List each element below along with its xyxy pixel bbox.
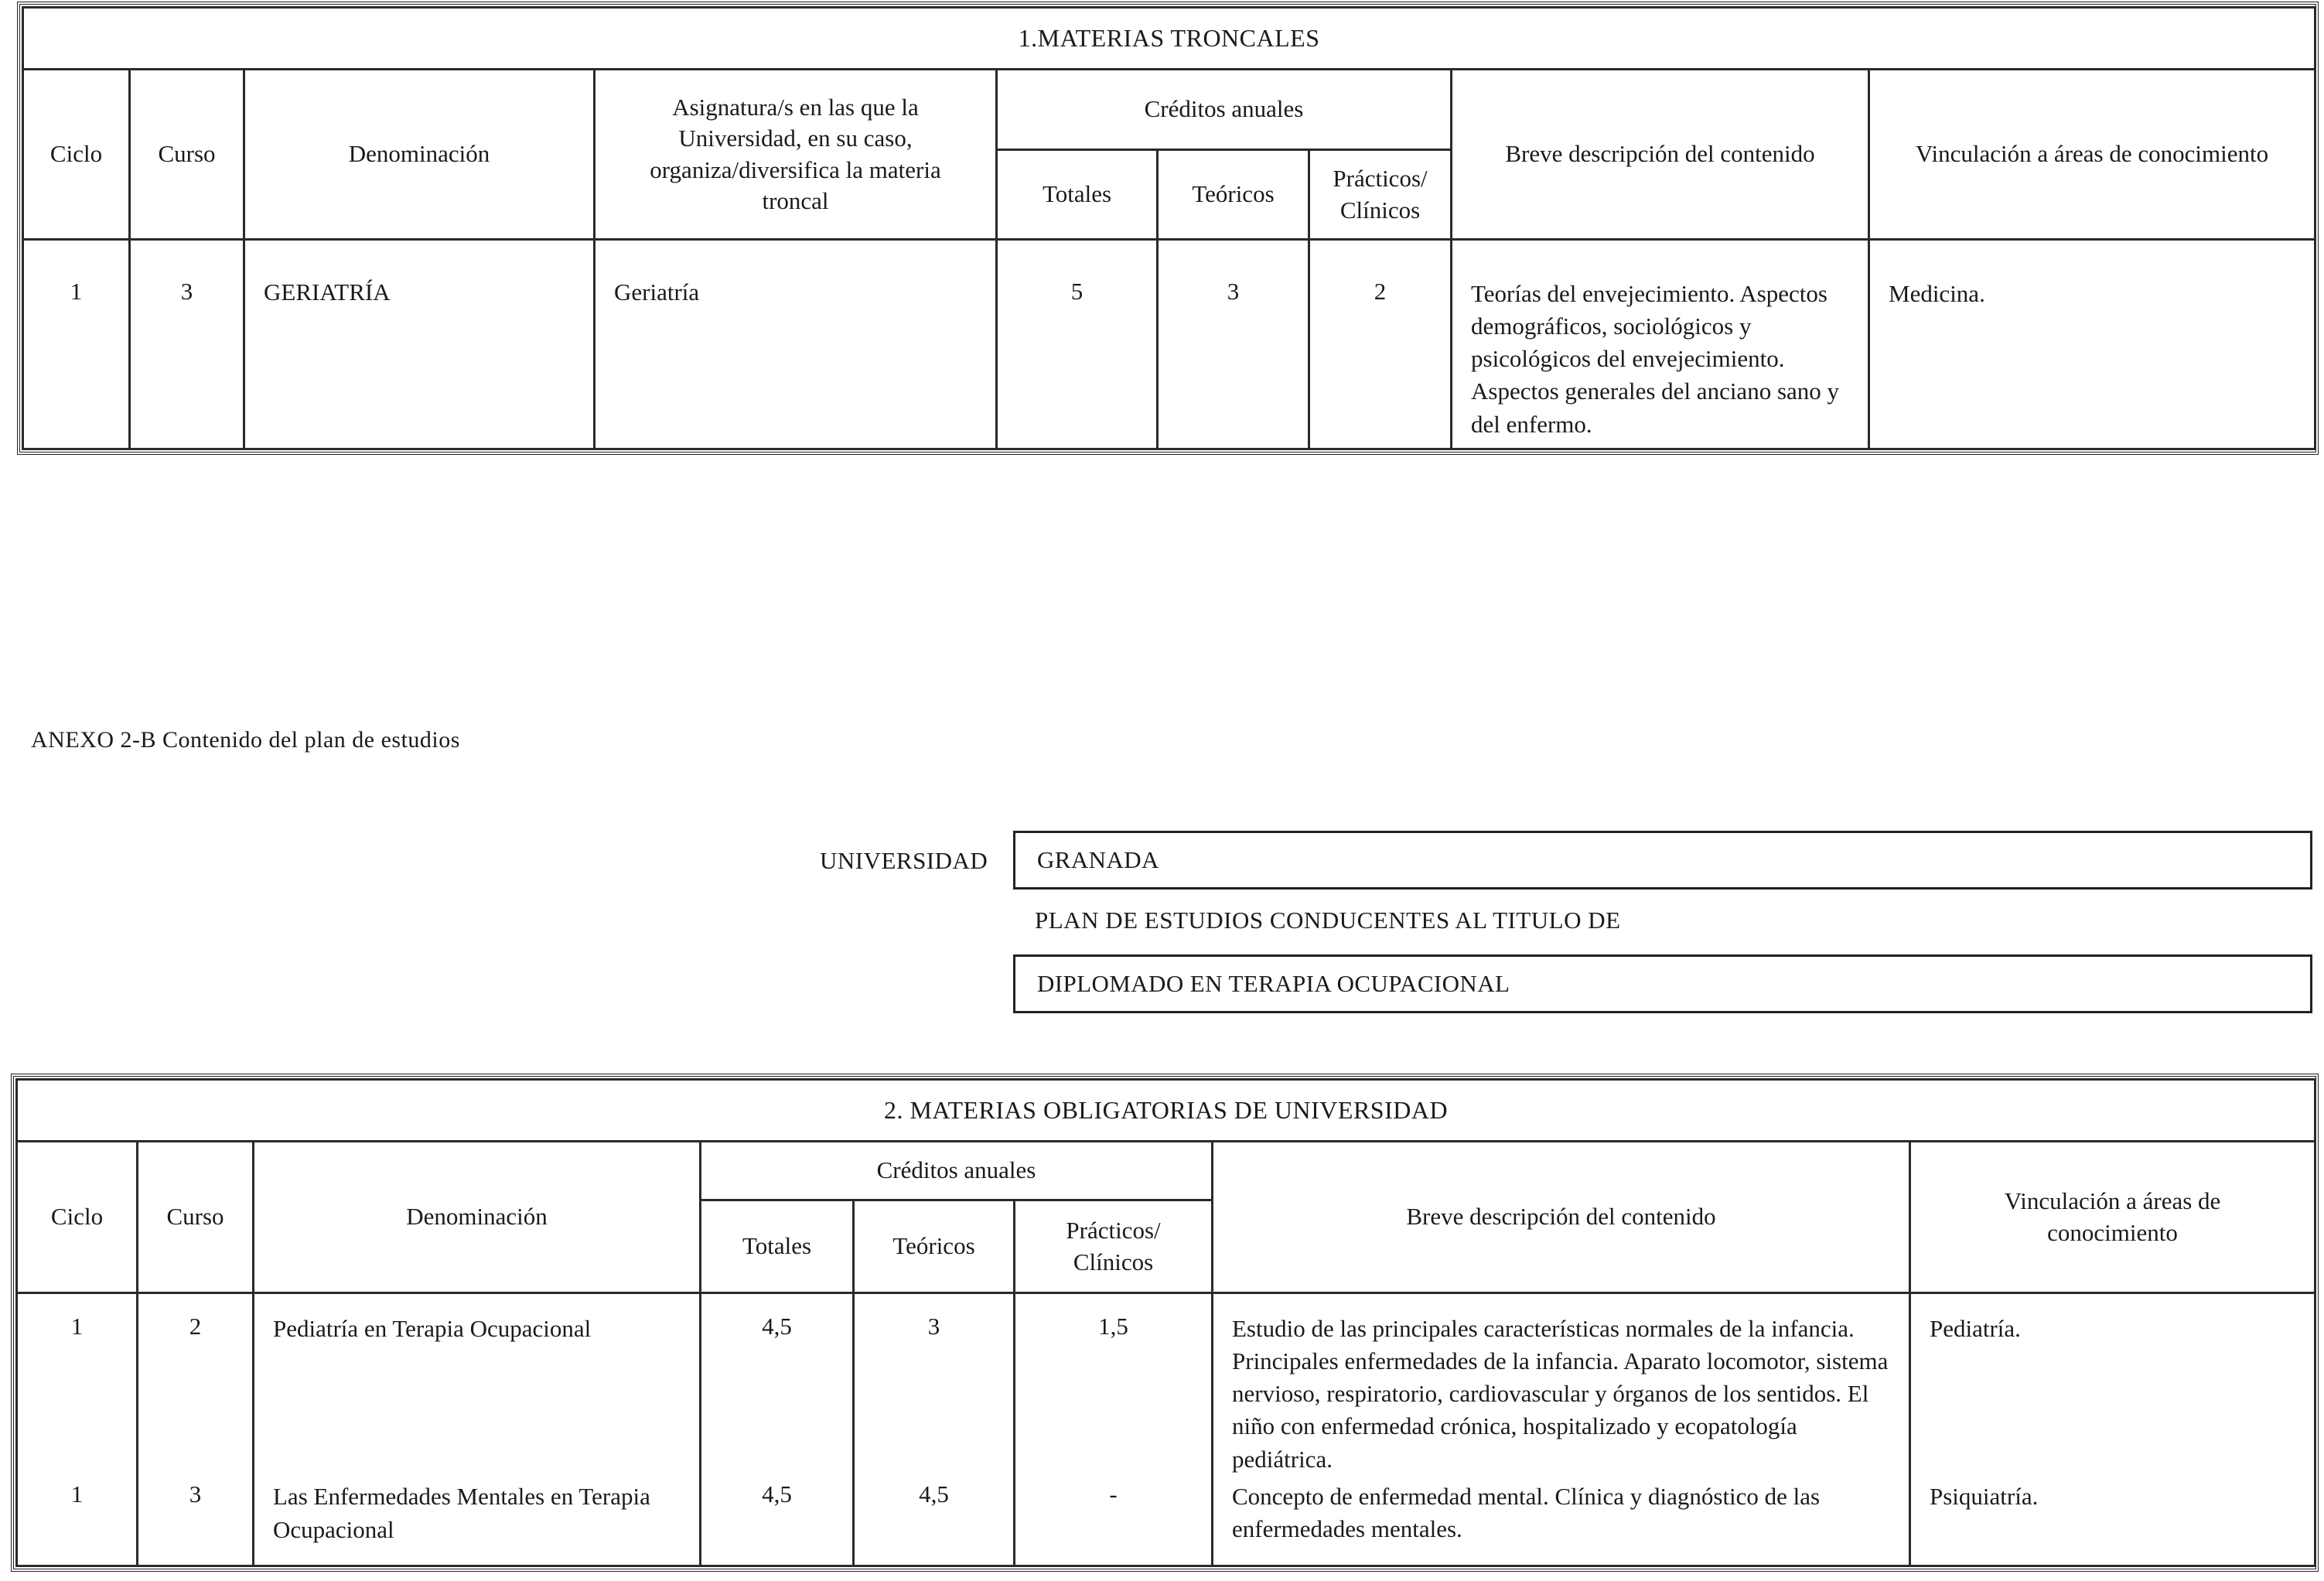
cell-ciclo: 1 xyxy=(23,240,130,449)
cell-practicos: 2 xyxy=(1309,240,1452,449)
header-descripcion: Breve descripción del contenido xyxy=(1452,70,1869,240)
header-teoricos: Teóricos xyxy=(1158,150,1309,240)
cell-teoricos: 3 xyxy=(1158,240,1309,449)
header-ciclo: Ciclo xyxy=(23,70,130,240)
cell-practicos: 1,5 xyxy=(1015,1293,1213,1476)
cell-ciclo: 1 xyxy=(17,1476,138,1566)
cell-curso: 3 xyxy=(138,1476,254,1566)
table1-title: 1.MATERIAS TRONCALES xyxy=(23,8,2315,70)
cell-descripcion: Concepto de enfermedad mental. Clínica y diagnóstico de las enfermedades mentales. xyxy=(1213,1476,1910,1566)
cell-curso: 2 xyxy=(138,1293,254,1476)
cell-vinculacion: Psiquiatría. xyxy=(1910,1476,2315,1566)
universidad-label: UNIVERSIDAD xyxy=(820,847,988,874)
cell-teoricos: 3 xyxy=(854,1293,1015,1476)
cell-descripcion: Teorías del envejecimiento. Aspectos demográficos, sociológicos y psicológicos del envejecimiento. Aspectos generales del anciano sano y del enfermo. xyxy=(1452,240,1869,449)
table-materias-troncales xyxy=(22,6,2316,450)
header-teoricos: Teóricos xyxy=(854,1200,1015,1293)
cell-practicos: - xyxy=(1015,1476,1213,1566)
cell-asignatura: Geriatría xyxy=(595,240,997,449)
cell-denominacion: Las Enfermedades Mentales en Terapia Ocupacional xyxy=(254,1476,701,1566)
titulo-field: DIPLOMADO EN TERAPIA OCUPACIONAL xyxy=(1013,954,2312,1013)
header-practicos: Prácticos/ Clínicos xyxy=(1015,1200,1213,1293)
plan-label: PLAN DE ESTUDIOS CONDUCENTES AL TITULO DE xyxy=(1035,907,1621,934)
header-descripcion: Breve descripción del contenido xyxy=(1213,1142,1910,1293)
header-denominacion: Denominación xyxy=(254,1142,701,1293)
cell-curso: 3 xyxy=(130,240,244,449)
header-curso: Curso xyxy=(130,70,244,240)
cell-denominacion: GERIATRÍA xyxy=(244,240,595,449)
table-materias-obligatorias xyxy=(15,1078,2316,1567)
cell-vinculacion: Medicina. xyxy=(1869,240,2315,449)
header-totales: Totales xyxy=(997,150,1158,240)
header-ciclo: Ciclo xyxy=(17,1142,138,1293)
table2-title: 2. MATERIAS OBLIGATORIAS DE UNIVERSIDAD xyxy=(17,1080,2315,1142)
table-row xyxy=(17,1293,2315,1476)
cell-totales: 4,5 xyxy=(701,1476,854,1566)
cell-descripcion: Estudio de las principales características normales de la infancia. Principales enfermedades de la infancia. Aparato locomotor, sistema nervioso, respiratorio, cardiovascular y órganos de los sentidos. El niño con enfermedad crónica, hospitalizado y ecopatología pediátrica. xyxy=(1213,1293,1910,1476)
cell-denominacion: Pediatría en Terapia Ocupacional xyxy=(254,1293,701,1476)
universidad-field: GRANADA xyxy=(1013,831,2312,890)
header-asignatura: Asignatura/s en las que la Universidad, en su caso, organiza/diversifica la materia troncal xyxy=(595,70,997,240)
table-row xyxy=(17,1476,2315,1566)
cell-totales: 4,5 xyxy=(701,1293,854,1476)
cell-teoricos: 4,5 xyxy=(854,1476,1015,1566)
header-vinculacion: Vinculación a áreas de conocimiento xyxy=(1869,70,2315,240)
header-curso: Curso xyxy=(138,1142,254,1293)
annex-heading: ANEXO 2-B Contenido del plan de estudios xyxy=(31,727,460,753)
table-row xyxy=(23,240,2315,449)
cell-ciclo: 1 xyxy=(17,1293,138,1476)
header-practicos: Prácticos/ Clínicos xyxy=(1309,150,1452,240)
header-denominacion: Denominación xyxy=(244,70,595,240)
cell-totales: 5 xyxy=(997,240,1158,449)
cell-vinculacion: Pediatría. xyxy=(1910,1293,2315,1476)
header-creditos-anuales: Créditos anuales xyxy=(997,70,1452,150)
header-creditos-anuales: Créditos anuales xyxy=(701,1142,1213,1200)
header-vinculacion: Vinculación a áreas de conocimiento xyxy=(1910,1142,2315,1293)
header-totales: Totales xyxy=(701,1200,854,1293)
